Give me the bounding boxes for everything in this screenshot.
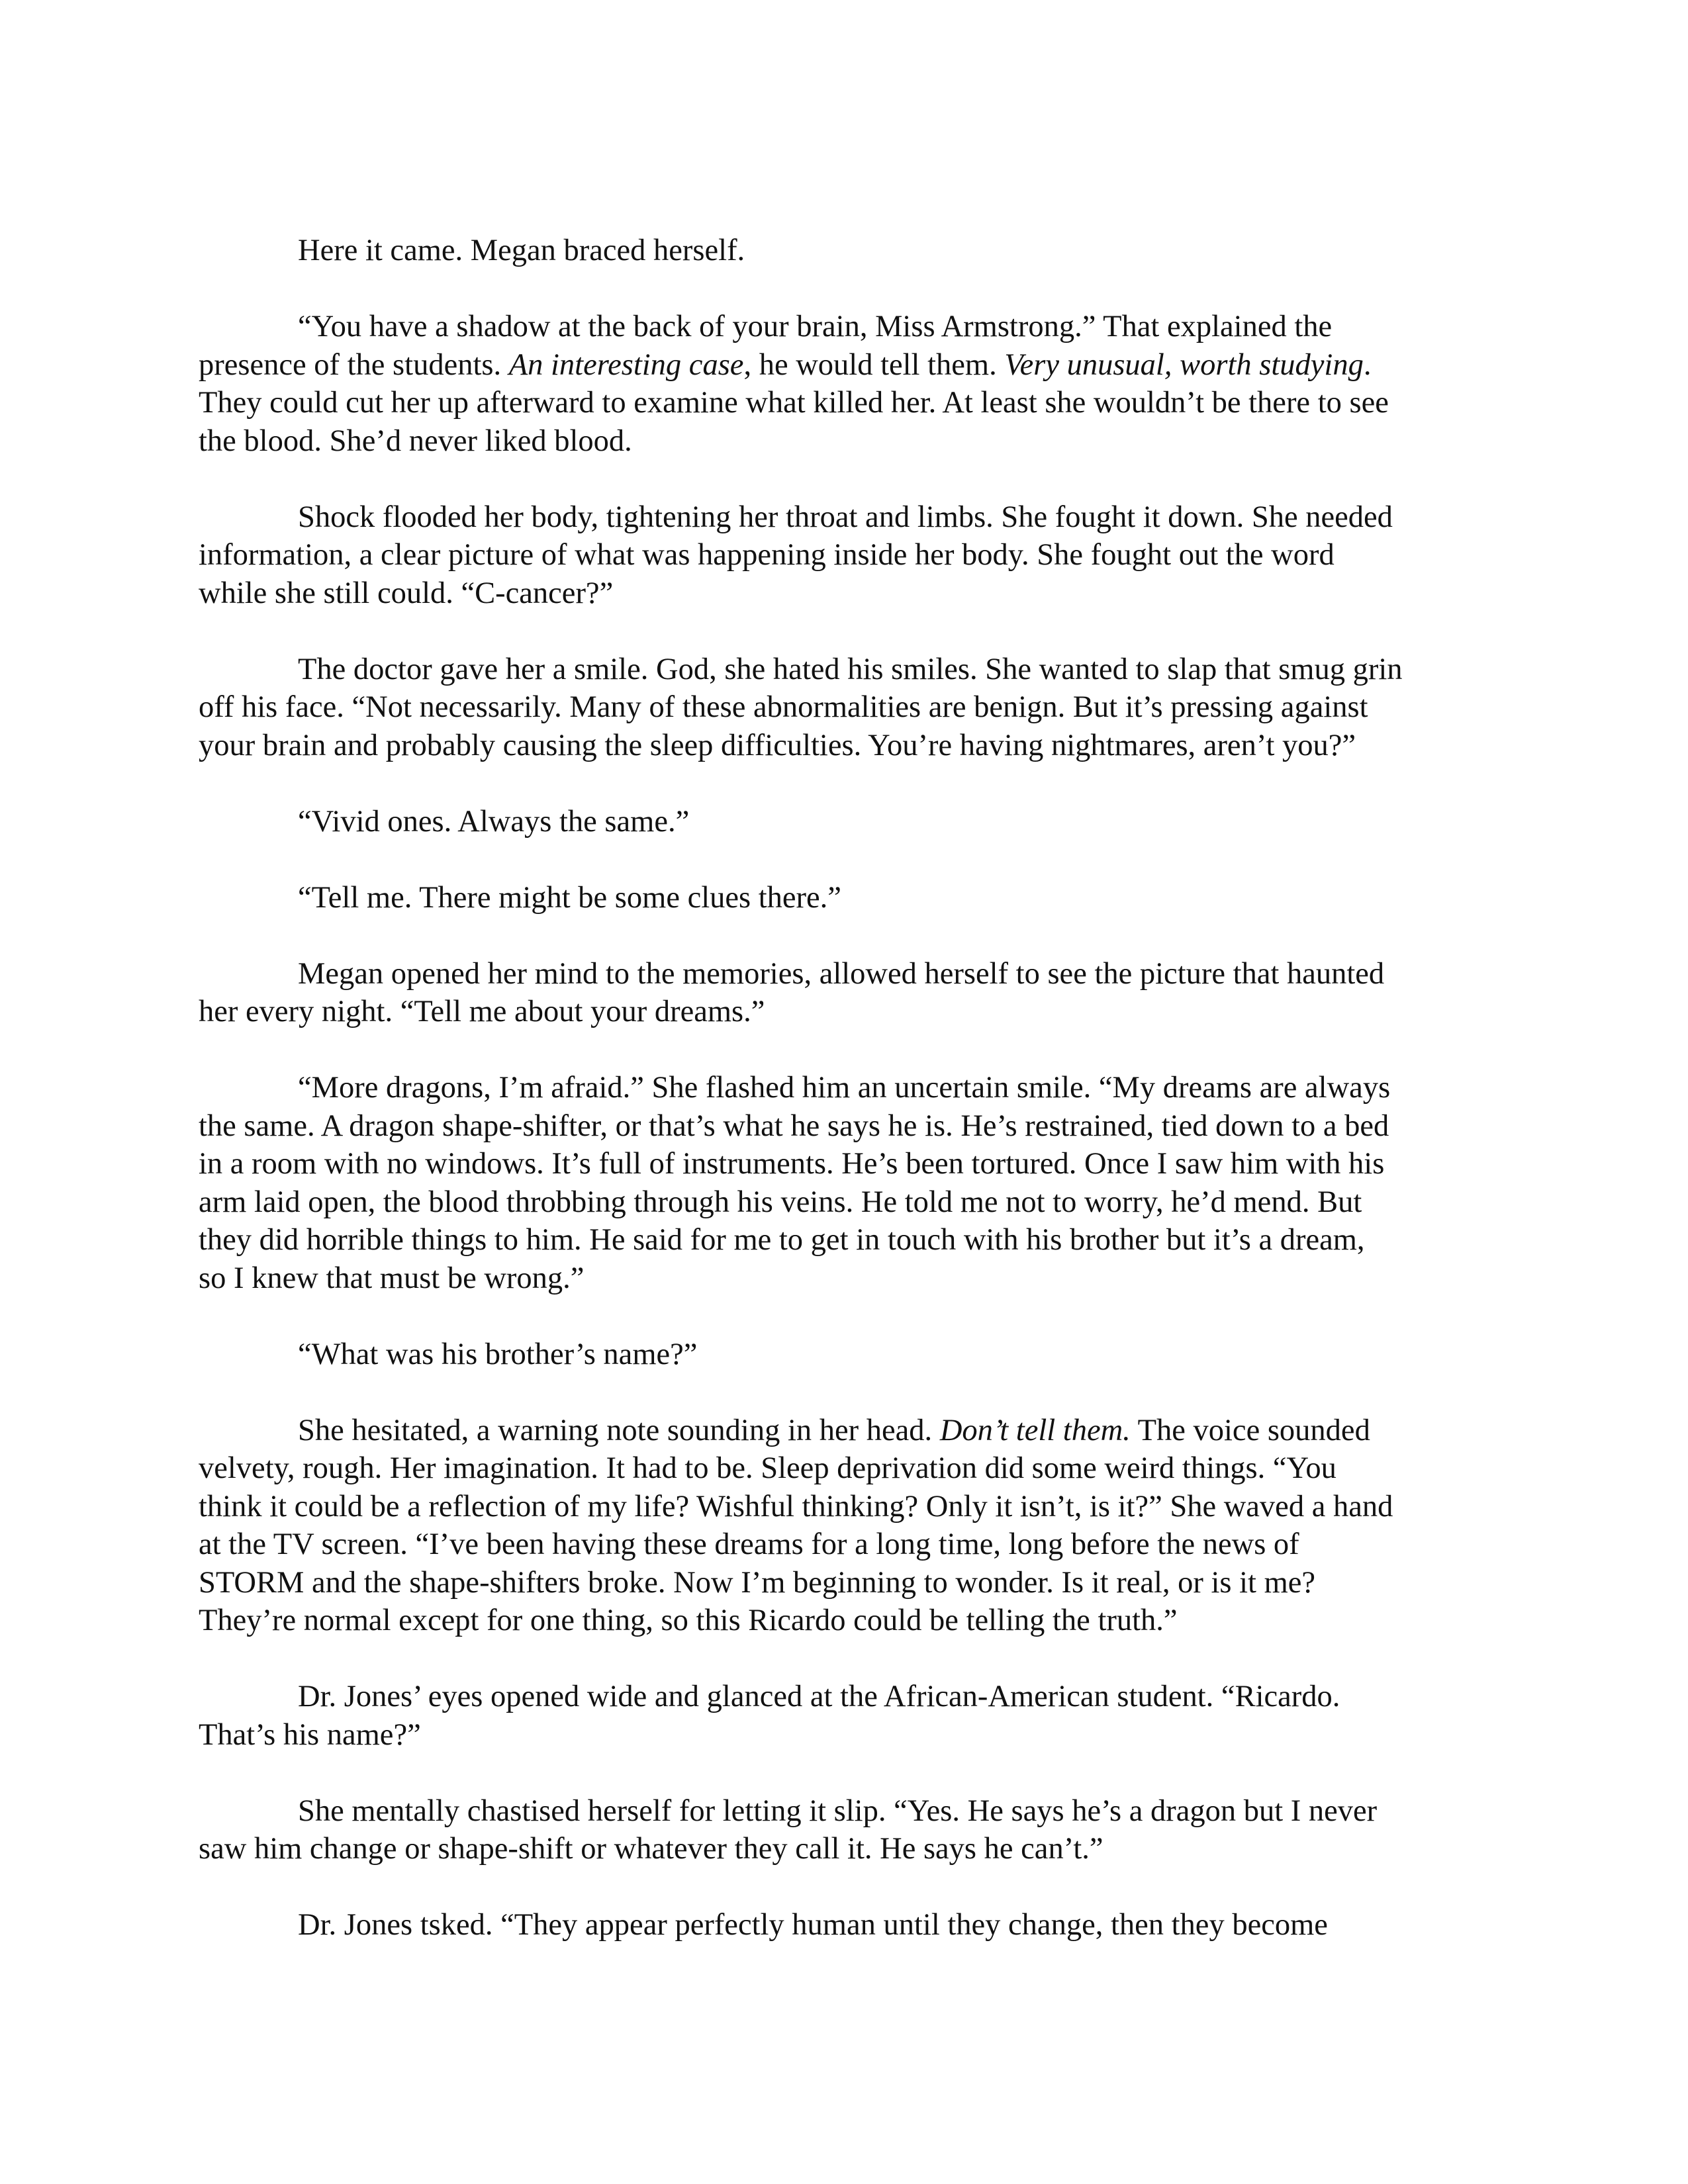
- paragraph: [199, 1336, 1496, 1374]
- italic-text: Very unusual, worth studying: [1004, 347, 1364, 382]
- paragraph: [199, 1792, 1496, 1868]
- text-line: [199, 1830, 1496, 1868]
- text-line: [199, 1678, 1496, 1716]
- text-run: Here it came. Megan braced herself.: [298, 234, 745, 267]
- text-run: the blood. She’d never liked blood.: [199, 424, 632, 458]
- text-run: while she still could. “C-cancer?”: [199, 576, 614, 610]
- text-run: presence of the students.: [199, 347, 509, 382]
- text-run: so I knew that must be wrong.”: [199, 1261, 585, 1295]
- text-run: That’s his name?”: [199, 1717, 421, 1752]
- text-run: .: [1363, 347, 1372, 382]
- text-line: [199, 1221, 1496, 1259]
- text-line: [199, 1412, 1496, 1450]
- text-run: saw him change or shape-shift or whatever they call it. He says he can’t.”: [199, 1832, 1103, 1866]
- paragraph: [199, 803, 1496, 841]
- text-line: [199, 1183, 1496, 1222]
- text-run: at the TV screen. “I’ve been having these dreams for a long time, long before the news of: [199, 1527, 1299, 1561]
- text-run: They’re normal except for one thing, so this Ricardo could be telling the truth.”: [199, 1604, 1178, 1637]
- paragraph: [199, 1906, 1496, 1944]
- paragraph: [199, 308, 1496, 460]
- text-line: [199, 1602, 1496, 1640]
- text-run: They could cut her up afterward to examine what killed her. At least she wouldn’t be there to see: [199, 386, 1389, 420]
- text-line: [199, 1336, 1496, 1374]
- text-run: The voice sounded: [1130, 1413, 1370, 1447]
- text-line: [199, 422, 1496, 461]
- body-text: [199, 232, 1496, 1982]
- text-line: [199, 1488, 1496, 1526]
- text-line: [199, 1792, 1496, 1831]
- text-run: your brain and probably causing the sleep difficulties. You’re having nightmares, aren’t you?”: [199, 728, 1356, 762]
- text-run: “You have a shadow at the back of your brain, Miss Armstrong.” That explained the: [298, 310, 1333, 343]
- text-run: STORM and the shape-shifters broke. Now I’m beginning to wonder. Is it real, or is it me?: [199, 1565, 1316, 1600]
- paragraph: [199, 498, 1496, 613]
- text-run: She hesitated, a warning note sounding in her head.: [298, 1413, 940, 1447]
- paragraph: [199, 232, 1496, 270]
- text-run: “More dragons, I’m afraid.” She flashed him an uncertain smile. “My dreams are always: [298, 1071, 1391, 1105]
- paragraph: [199, 1678, 1496, 1754]
- text-run: off his face. “Not necessarily. Many of these abnormalities are benign. But it’s pressing against: [199, 690, 1368, 724]
- text-line: [199, 536, 1496, 574]
- text-run: information, a clear picture of what was happening inside her body. She fought out the word: [199, 538, 1335, 572]
- text-run: “What was his brother’s name?”: [298, 1337, 698, 1371]
- text-line: [199, 1716, 1496, 1754]
- text-line: [199, 1069, 1496, 1107]
- text-line: [199, 1145, 1496, 1183]
- text-run: in a room with no windows. It’s full of instruments. He’s been tortured. Once I saw him with his: [199, 1147, 1385, 1181]
- text-run: arm laid open, the blood throbbing through his veins. He told me not to worry, he’d mend. But: [199, 1185, 1362, 1219]
- italic-text: Don’t tell them.: [939, 1413, 1131, 1447]
- text-run: Shock flooded her body, tightening her throat and limbs. She fought it down. She needed: [298, 500, 1393, 534]
- text-line: [199, 651, 1496, 689]
- text-line: [199, 1525, 1496, 1564]
- text-line: [199, 1906, 1496, 1944]
- text-line: [199, 498, 1496, 537]
- text-run: “Vivid ones. Always the same.”: [298, 804, 690, 839]
- text-run: Dr. Jones tsked. “They appear perfectly human until they change, then they become: [298, 1908, 1328, 1942]
- text-run: they did horrible things to him. He said for me to get in touch with his brother but it’s a dream,: [199, 1223, 1365, 1257]
- text-run: think it could be a reflection of my life? Wishful thinking? Only it isn’t, is it?” She waved a hand: [199, 1489, 1393, 1524]
- paragraph: [199, 1412, 1496, 1640]
- paragraph: [199, 879, 1496, 917]
- text-line: [199, 1564, 1496, 1602]
- text-line: [199, 688, 1496, 727]
- text-run: The doctor gave her a smile. God, she hated his smiles. She wanted to slap that smug grin: [298, 652, 1403, 686]
- text-line: [199, 727, 1496, 765]
- text-run: , he would tell them.: [743, 347, 1005, 382]
- text-line: [199, 993, 1496, 1031]
- text-run: Megan opened her mind to the memories, allowed herself to see the picture that haunted: [298, 956, 1385, 991]
- text-run: the same. A dragon shape-shifter, or that’s what he says he is. He’s restrained, tied down to a bed: [199, 1109, 1389, 1143]
- text-line: [199, 1449, 1496, 1488]
- text-line: [199, 346, 1496, 385]
- text-line: [199, 384, 1496, 422]
- text-line: [199, 803, 1496, 841]
- text-run: “Tell me. There might be some clues there.”: [298, 880, 841, 915]
- text-line: [199, 879, 1496, 917]
- text-line: [199, 308, 1496, 346]
- text-line: [199, 574, 1496, 613]
- text-run: her every night. “Tell me about your dreams.”: [199, 995, 765, 1028]
- text-run: Dr. Jones’ eyes opened wide and glanced at the African-American student. “Ricardo.: [298, 1680, 1340, 1713]
- paragraph: [199, 651, 1496, 765]
- paragraph: [199, 955, 1496, 1031]
- text-line: [199, 955, 1496, 993]
- paragraph: [199, 1069, 1496, 1297]
- text-run: velvety, rough. Her imagination. It had to be. Sleep deprivation did some weird things. “You: [199, 1451, 1336, 1485]
- italic-text: An interesting case: [508, 347, 744, 382]
- text-line: [199, 232, 1496, 270]
- text-line: [199, 1259, 1496, 1298]
- text-run: She mentally chastised herself for letting it slip. “Yes. He says he’s a dragon but I never: [298, 1794, 1378, 1828]
- text-line: [199, 1107, 1496, 1146]
